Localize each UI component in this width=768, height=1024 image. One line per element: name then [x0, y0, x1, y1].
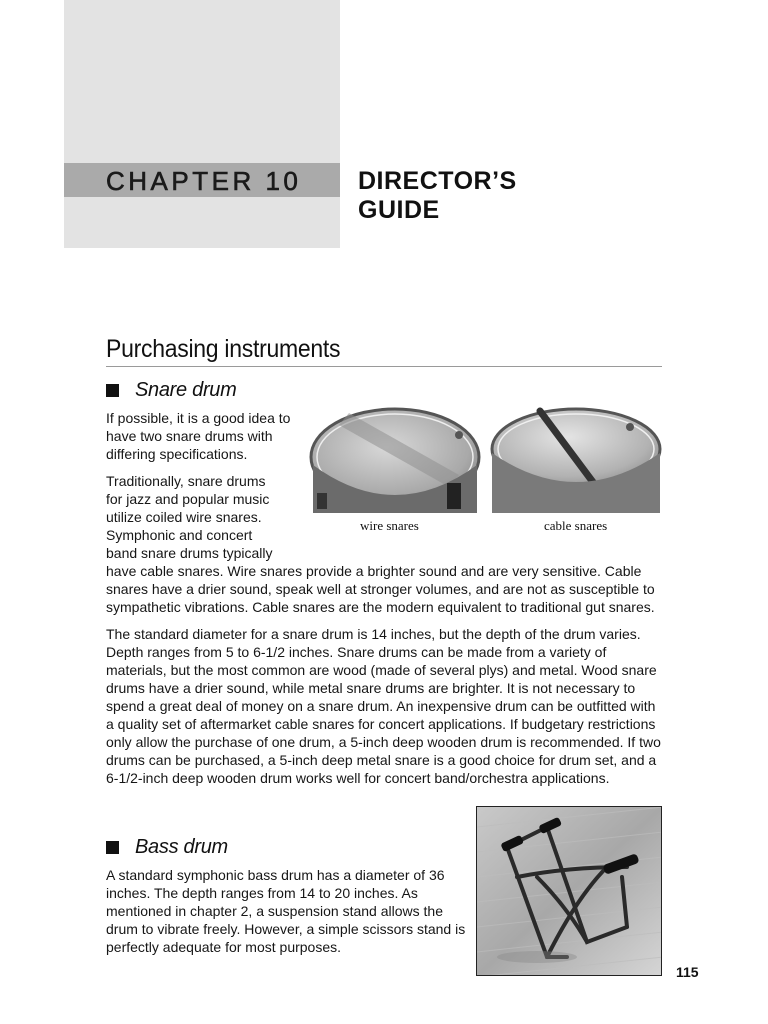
bass-drum-stand-photo: [476, 806, 662, 976]
chapter-header-block: [64, 0, 340, 248]
snare-wrap-line-4: Symphonic and concert: [106, 527, 253, 543]
snare-wrap-line-2: for jazz and popular music: [106, 491, 270, 507]
wire-snares-caption: wire snares: [360, 518, 419, 533]
page-number: 115: [676, 964, 699, 980]
snare-wrap-line-5: band snare drums typically: [106, 545, 273, 561]
cable-snares-caption: cable snares: [544, 518, 608, 533]
snare-paragraph-continued: have cable snares. Wire snares provide a brighter sound and are very sensitive. Cable snares have a drier sound, speak well at stronger volumes, and are not as susceptible to sympathetic vibrations. Cable snares are the modern equivalent to traditional gut snares.: [106, 563, 655, 615]
wire-snare-drum-image: [309, 405, 481, 513]
snare-drum-heading: [106, 379, 237, 402]
chapter-title-line-1: DIRECTOR’S: [358, 167, 517, 195]
cable-snares-photo: [490, 405, 662, 513]
section-divider: [106, 366, 662, 367]
chapter-title: [358, 167, 658, 225]
chapter-label: CHAPTER 10: [106, 166, 302, 196]
bass-drum-heading: [106, 836, 228, 859]
cable-snare-drum-image: [490, 405, 662, 513]
section-heading: Purchasing instruments: [106, 335, 341, 363]
bullet-square-icon: [106, 841, 119, 854]
bullet-square-icon: [106, 384, 119, 397]
snare-drum-heading-text: Snare drum: [135, 379, 237, 401]
wire-snares-photo: [309, 405, 481, 513]
bass-drum-heading-text: Bass drum: [135, 836, 228, 858]
snare-wrap-line-1: Traditionally, snare drums: [106, 473, 266, 489]
chapter-title-line-2: GUIDE: [358, 196, 440, 224]
scissors-stand-image: [477, 807, 662, 976]
bass-drum-paragraph: A standard symphonic bass drum has a diameter of 36 inches. The depth ranges from 14 to 20 inches. As mentioned in chapter 2, a suspension stand allows the drum to vibrate freely. However, a simple scissors stand is perfectly adequate for most purposes.: [106, 867, 466, 955]
snare-wrap-lines: [106, 472, 306, 562]
snare-wrap-line-3: utilize coiled wire snares.: [106, 509, 262, 525]
snare-specs-paragraph: The standard diameter for a snare drum is 14 inches, but the depth of the drum varies. Depth ranges from 5 to 6-1/2 inches. Snare drums can be made from a variety of materials, but the most common are wood (made of several plys) and metal. Wood snare drums have a drier sound, while metal snare drums are brighter. It is not necessary to spend a great deal of money on a snare drum. An inexpensive drum can be outfitted with a quality set of aftermarket cable snares for concert applications. If budgetary restrictions only allow the purchase of one drum, a 5-inch deep wooden drum is recommended. If two drums can be purchased, a 5-inch deep metal snare is a good choice for drum set, and a 6-1/2-inch deep wooden drum works well for concert band/orchestra applications.: [106, 626, 661, 786]
snare-intro-paragraph: If possible, it is a good idea to have two snare drums with differing specifications.: [106, 410, 291, 462]
